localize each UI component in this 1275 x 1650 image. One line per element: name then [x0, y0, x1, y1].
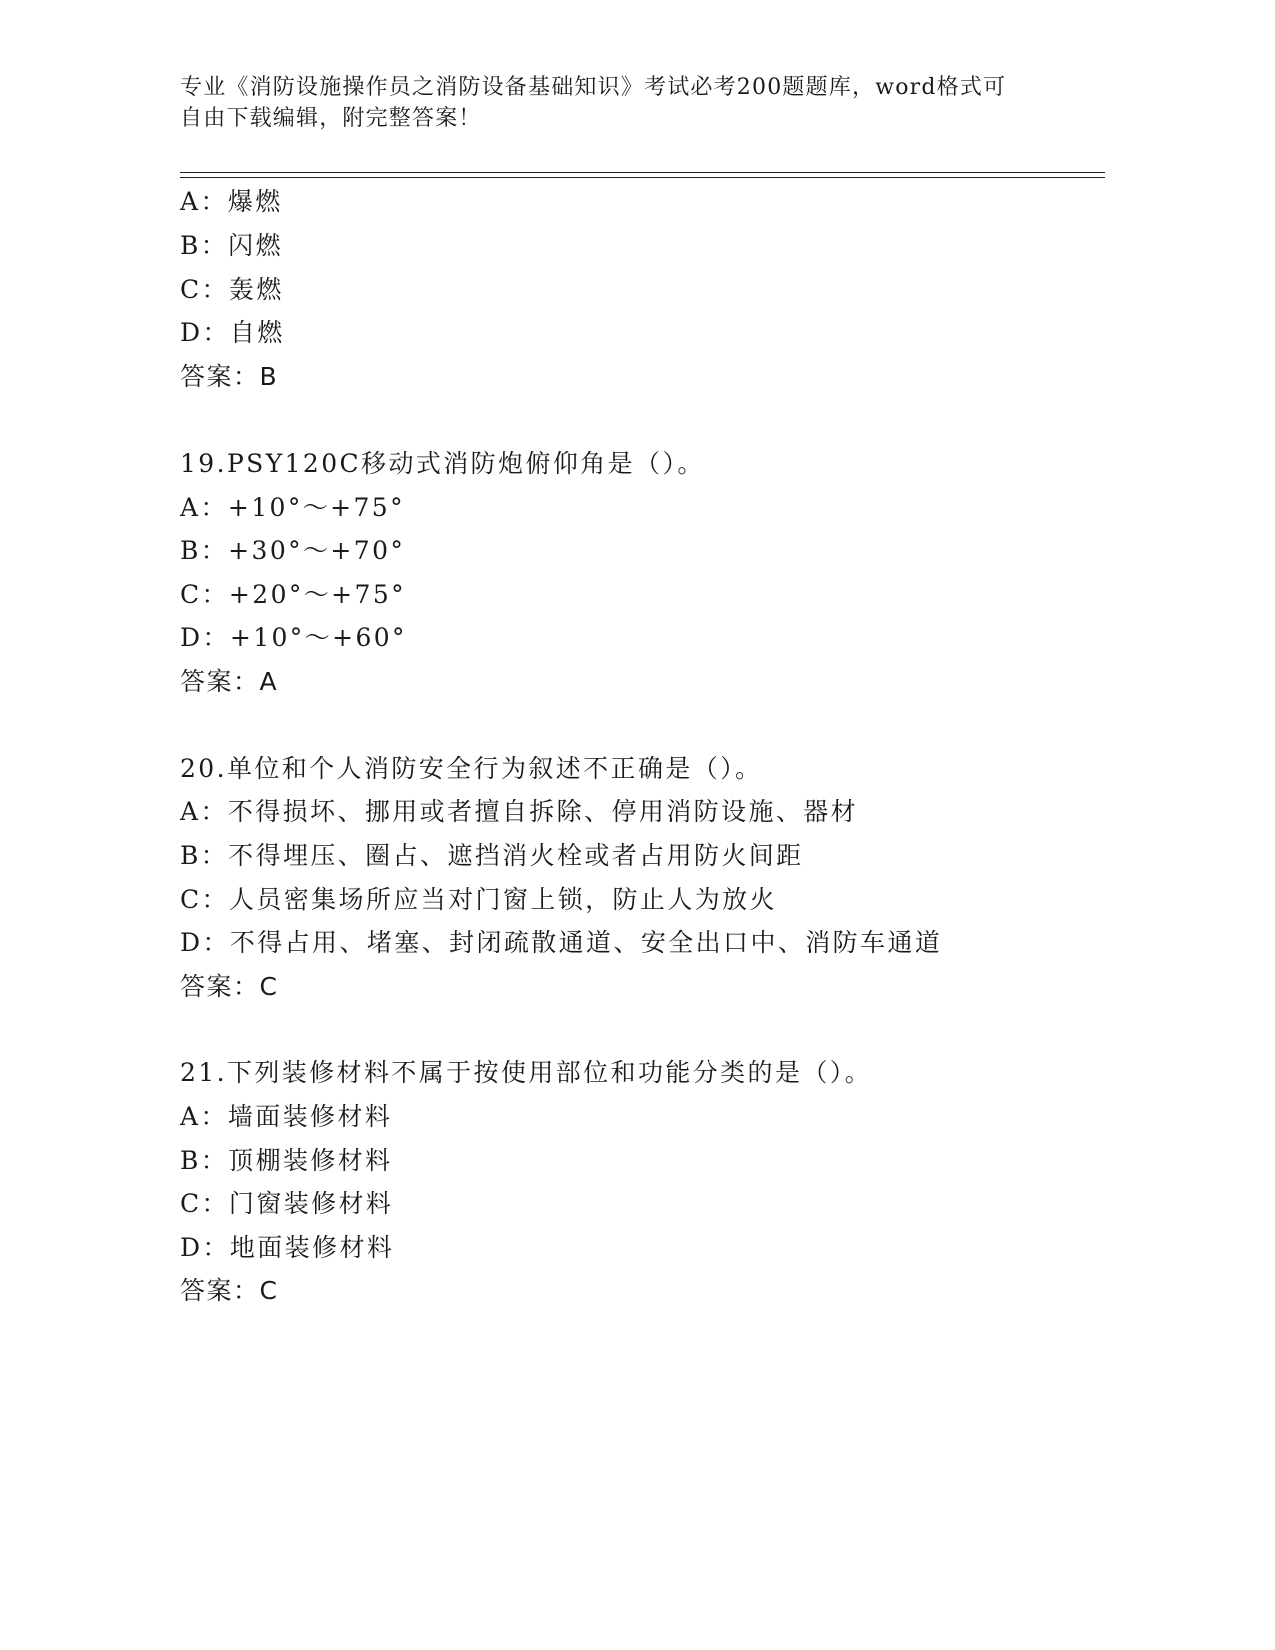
q19-option-d: D：+10°～+60°: [180, 623, 407, 652]
header-line-2: 自由下载编辑，附完整答案！: [180, 106, 482, 131]
header-line-1: 专业《消防设施操作员之消防设备基础知识》考试必考200题题库，word格式可: [180, 75, 1007, 100]
q20-option-a: A：不得损坏、挪用或者擅自拆除、停用消防设施、器材: [180, 797, 859, 826]
q21-option-c: C：门窗装修材料: [180, 1189, 394, 1218]
q19-answer: 答案：A: [180, 667, 279, 696]
q21-answer: 答案：C: [180, 1276, 279, 1305]
q18-option-b: B：闪燃: [180, 231, 283, 260]
document-header: [180, 72, 1040, 134]
q21-option-b: B：顶棚装修材料: [180, 1146, 393, 1175]
q20-option-d: D：不得占用、堵塞、封闭疏散通道、安全出口中、消防车通道: [180, 928, 943, 957]
q19-option-a: A：+10°～+75°: [180, 493, 405, 522]
q20-option-c: C：人员密集场所应当对门窗上锁，防止人为放火: [180, 885, 777, 914]
q19-option-c: C：+20°～+75°: [180, 580, 407, 609]
q18-option-d: D：自燃: [180, 318, 285, 347]
q19-question: 19.PSY120C移动式消防炮俯仰角是（）。: [180, 449, 705, 478]
q21-question: 21.下列装修材料不属于按使用部位和功能分类的是（）。: [180, 1058, 873, 1087]
q20-option-b: B：不得埋压、圈占、遮挡消火栓或者占用防火间距: [180, 841, 804, 870]
q19-option-b: B：+30°～+70°: [180, 536, 406, 565]
q18-answer: 答案：B: [180, 362, 279, 391]
header-rule-top: [180, 172, 1105, 173]
q21-option-a: A：墙面装修材料: [180, 1102, 393, 1131]
q20-question: 20.单位和个人消防安全行为叙述不正确是（）。: [180, 754, 763, 783]
q18-option-c: C：轰燃: [180, 275, 284, 304]
q21-option-d: D：地面装修材料: [180, 1233, 395, 1262]
header-rule-bottom: [180, 177, 1105, 178]
q20-answer: 答案：C: [180, 972, 279, 1001]
q18-option-a: A：爆燃: [180, 187, 283, 216]
